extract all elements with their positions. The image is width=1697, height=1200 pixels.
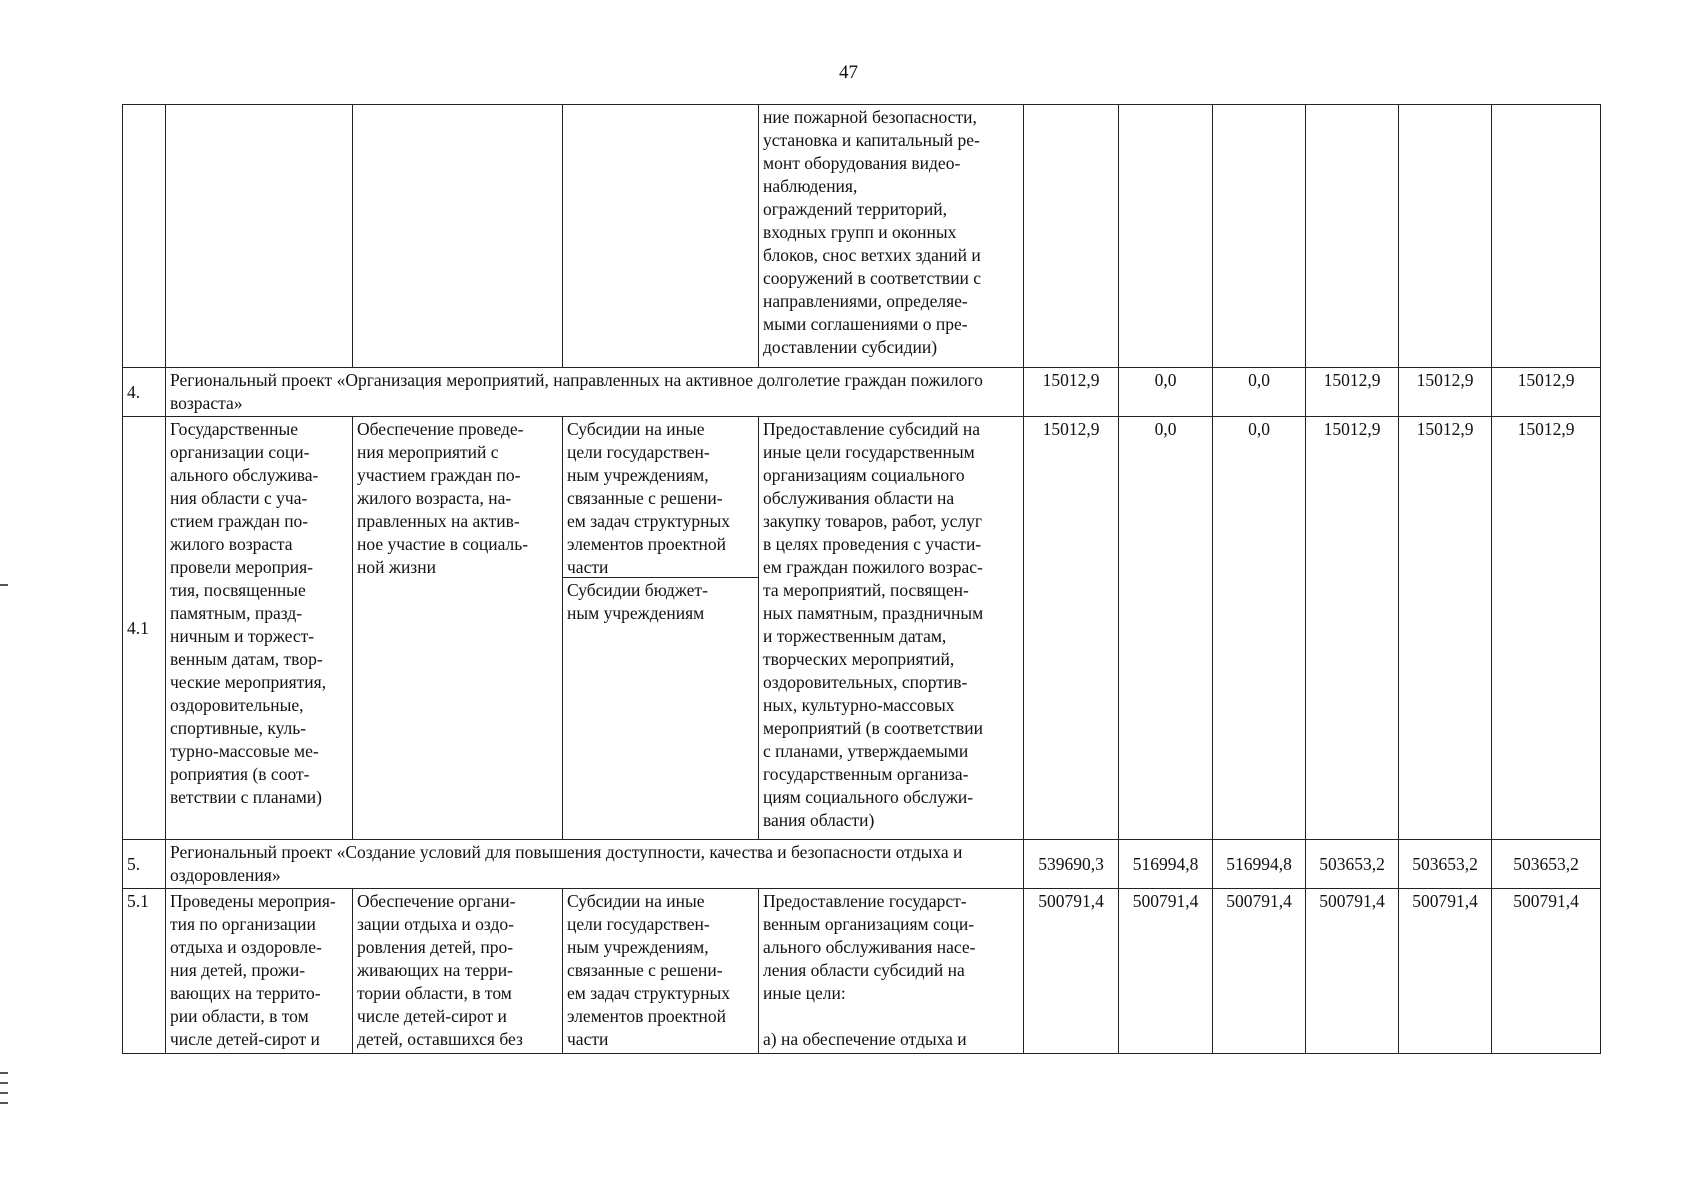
value-cell: 15012,9 bbox=[1492, 368, 1601, 417]
value-cell: 539690,3 bbox=[1024, 840, 1119, 889]
cell-value bbox=[1213, 105, 1306, 368]
value-cell: 500791,4 bbox=[1213, 889, 1306, 1054]
value-cell: 15012,9 bbox=[1306, 368, 1399, 417]
table-row bbox=[123, 105, 1601, 368]
value-cell: 503653,2 bbox=[1492, 840, 1601, 889]
value-cell: 0,0 bbox=[1119, 417, 1213, 840]
value-cell: 0,0 bbox=[1213, 417, 1306, 840]
cell-value bbox=[1024, 105, 1119, 368]
cell-description: Предоставление субсидий на иные цели государственным организациям социального обслуживания области на закупку товаров, работ, услуг в целях проведения с участи- ем граждан пожилого возрас- та мероприятий, посвящен- ных памятным, праздничным и торжественным датам, творческих мероприятий, оздоровительных, спортив- ных, культурно-массовых мероприятий (в соответствии с планами, утверждаемыми государственным организа- циям социального обслужи- вания области) bbox=[759, 417, 1024, 840]
value-cell: 15012,9 bbox=[1399, 368, 1492, 417]
cell-value bbox=[1492, 105, 1601, 368]
margin-mark bbox=[0, 1102, 8, 1104]
budget-table bbox=[122, 104, 1601, 1054]
value-cell: 503653,2 bbox=[1399, 840, 1492, 889]
value-cell: 500791,4 bbox=[1399, 889, 1492, 1054]
cell-subsidy-type bbox=[563, 105, 759, 368]
value-cell: 500791,4 bbox=[1024, 889, 1119, 1054]
cell-result: Государственные организации соци- ального обслужива- ния области с уча- стием граждан по- жилого возраста провели мероприя- тия, посвященные памятным, празд- ничным и торжест- венным датам, твор- ческие мероприятия, оздоровительные, спортивные, куль- турно-массовые ме- роприятия (в соот- ветствии с планами) bbox=[166, 417, 353, 840]
cell-subsidy-type bbox=[563, 417, 759, 840]
value-cell: 516994,8 bbox=[1213, 840, 1306, 889]
cell-result: Проведены мероприя- тия по организации отдыха и оздоровле- ния детей, прожи- вающих на террито- рии области, в том числе детей-сирот и bbox=[166, 889, 353, 1054]
cell-subsidy-type: Субсидии на иные цели государствен- ным учреждениям, связанные с решени- ем задач структурных элементов проектной части bbox=[563, 889, 759, 1054]
page-number: 47 bbox=[839, 62, 858, 83]
value-cell: 15012,9 bbox=[1024, 368, 1119, 417]
table-row bbox=[123, 368, 1601, 417]
value-cell: 15012,9 bbox=[1399, 417, 1492, 840]
margin-mark bbox=[0, 1092, 8, 1094]
value-cell: 516994,8 bbox=[1119, 840, 1213, 889]
subsidy-type-1: Субсидии на иные цели государствен- ным учреждениям, связанные с решени- ем задач структурных элементов проектной части bbox=[563, 417, 758, 578]
row-number: 5. bbox=[123, 840, 166, 889]
project-title: Региональный проект «Создание условий для повышения доступности, качества и безопасности отдыха и оздоровления» bbox=[166, 840, 1024, 889]
cell-value bbox=[1399, 105, 1492, 368]
value-cell: 503653,2 bbox=[1306, 840, 1399, 889]
margin-mark bbox=[0, 584, 8, 586]
cell-value bbox=[1306, 105, 1399, 368]
cell-measure: Обеспечение органи- зации отдыха и оздо- ровления детей, про- живающих на терри- тории области, в том числе детей-сирот и детей, оставшихся без bbox=[353, 889, 563, 1054]
cell-result bbox=[166, 105, 353, 368]
value-cell: 15012,9 bbox=[1024, 417, 1119, 840]
cell-num bbox=[123, 105, 166, 368]
value-cell: 500791,4 bbox=[1492, 889, 1601, 1054]
value-cell: 0,0 bbox=[1119, 368, 1213, 417]
margin-mark bbox=[0, 1082, 8, 1084]
cell-value bbox=[1119, 105, 1213, 368]
cell-description: ние пожарной безопасности, установка и капитальный ре- монт оборудования видео- наблюдения, ограждений территорий, входных групп и оконных блоков, снос ветхих зданий и сооружений в соответствии с направлениями, определяе- мыми соглашениями о пре- доставлении субсидии) bbox=[759, 105, 1024, 368]
value-cell: 500791,4 bbox=[1306, 889, 1399, 1054]
margin-mark bbox=[0, 1072, 8, 1074]
value-cell: 500791,4 bbox=[1119, 889, 1213, 1054]
table-row bbox=[123, 417, 1601, 840]
row-number: 4. bbox=[123, 368, 166, 417]
cell-measure: Обеспечение проведе- ния мероприятий с участием граждан по- жилого возраста, на- правленных на актив- ное участие в социаль- ной жизни bbox=[353, 417, 563, 840]
subsidy-type-2: Субсидии бюджет- ным учреждениям bbox=[567, 580, 708, 623]
value-cell: 15012,9 bbox=[1492, 417, 1601, 840]
project-title: Региональный проект «Организация мероприятий, направленных на активное долголетие граждан пожилого возраста» bbox=[166, 368, 1024, 417]
value-cell: 0,0 bbox=[1213, 368, 1306, 417]
table-row bbox=[123, 889, 1601, 1054]
row-number: 5.1 bbox=[123, 889, 166, 1054]
cell-description: Предоставление государст- венным организациям соци- ального обслуживания насе- ления области субсидий на иные цели: а) на обеспечение отдыха и bbox=[759, 889, 1024, 1054]
value-cell: 15012,9 bbox=[1306, 417, 1399, 840]
cell-measure bbox=[353, 105, 563, 368]
table-row bbox=[123, 840, 1601, 889]
row-number: 4.1 bbox=[123, 417, 166, 840]
